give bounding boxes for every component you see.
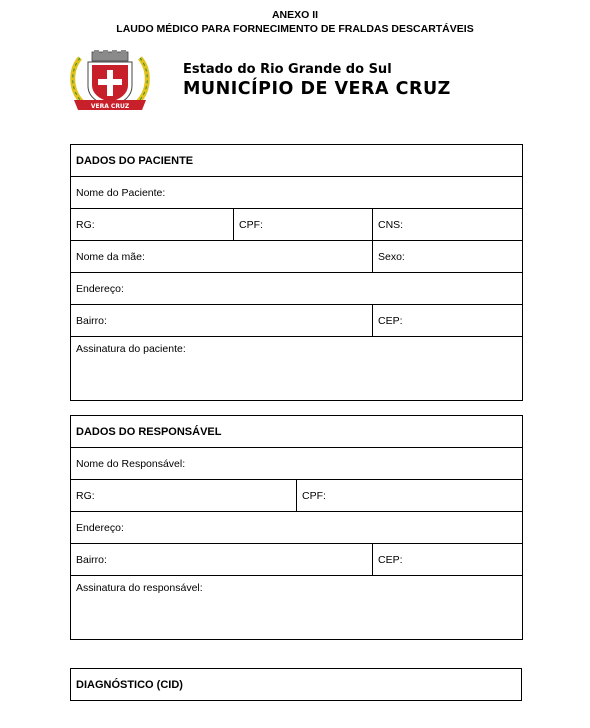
responsible-section-heading: DADOS DO RESPONSÁVEL [71, 416, 523, 448]
annex-label: ANEXO II [271, 9, 319, 21]
patient-section-heading: DADOS DO PACIENTE [71, 145, 523, 177]
mother-name-field[interactable]: Nome da mãe: [71, 241, 373, 273]
coat-of-arms-icon [68, 50, 152, 112]
patient-address-field[interactable]: Endereço: [71, 273, 523, 305]
patient-signature-field[interactable]: Assinatura do paciente: [71, 337, 523, 401]
state-name: Estado do Rio Grande do Sul [183, 62, 392, 77]
patient-cns-field[interactable]: CNS: [373, 209, 523, 241]
document-heading [0, 8, 590, 36]
municipality-header [68, 50, 528, 114]
patient-cpf-field[interactable]: CPF: [234, 209, 373, 241]
organization-name [183, 62, 451, 100]
diagnosis-table [70, 668, 522, 701]
patient-rg-field[interactable]: RG: [71, 209, 234, 241]
diagnosis-section-heading: DIAGNÓSTICO (CID) [71, 669, 522, 701]
responsible-data-table [70, 415, 523, 640]
responsible-signature-field[interactable]: Assinatura do responsável: [71, 576, 523, 640]
patient-district-field[interactable]: Bairro: [71, 305, 373, 337]
responsible-district-field[interactable]: Bairro: [71, 544, 373, 576]
responsible-rg-field[interactable]: RG: [71, 480, 297, 512]
patient-name-field[interactable]: Nome do Paciente: [71, 177, 523, 209]
crest-ribbon-text: VERA CRUZ [90, 103, 130, 110]
patient-sex-field[interactable]: Sexo: [373, 241, 523, 273]
municipality-name: MUNICÍPIO DE VERA CRUZ [183, 79, 451, 99]
document-title: LAUDO MÉDICO PARA FORNECIMENTO DE FRALDAS DESCARTÁVEIS [116, 23, 474, 35]
responsible-cpf-field[interactable]: CPF: [297, 480, 523, 512]
responsible-name-field[interactable]: Nome do Responsável: [71, 448, 523, 480]
patient-data-table [70, 144, 523, 401]
responsible-cep-field[interactable]: CEP: [373, 544, 523, 576]
patient-cep-field[interactable]: CEP: [373, 305, 523, 337]
responsible-address-field[interactable]: Endereço: [71, 512, 523, 544]
